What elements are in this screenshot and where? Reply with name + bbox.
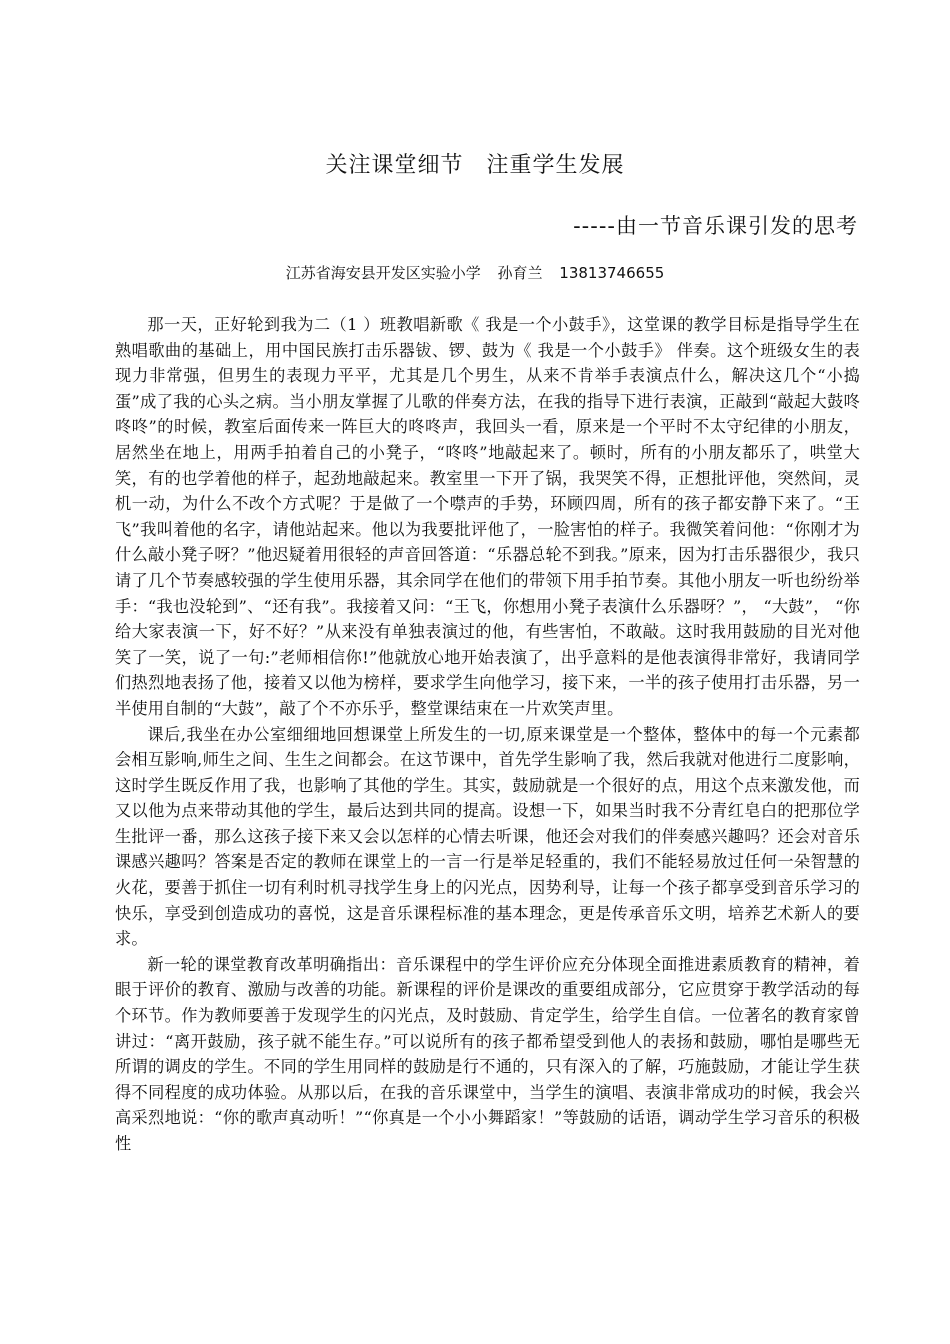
paragraph: 课后,我坐在办公室细细地回想课堂上所发生的一切,原来课堂是一个整体，整体中的每一个元素都会相互影响,师生之间、生生之间都会。在这节课中，首先学生影响了我，然后我就对他进行二度影响，这时学生既反作用了我，也影响了其他的学生。其实，鼓励就是一个很好的点，用这个点来激发他，而又以他为点来带动其他的学生，最后达到共同的提高。设想一下，如果当时我不分青红皂白的把那位学生批评一番，那么这孩子接下来又会以怎样的心情去听课，他还会对我们的伴奏感兴趣吗？还会对音乐课感兴趣吗？答案是否定的教师在课堂上的一言一行是举足轻重的，我们不能轻易放过任何一朵智慧的火花，要善于抓住一切有利时机寻找学生身上的闪光点，因势利导，让每一个孩子都享受到音乐学习的快乐，享受到创造成功的喜悦，这是音乐课程标准的基本理念，更是传承音乐文明，培养艺术新人的要求。 [115, 724, 860, 949]
body-text [115, 312, 860, 1157]
author-phone: 13813746655 [559, 264, 665, 282]
document-title: 关注课堂细节 注重学生发展 [325, 153, 625, 178]
paragraph: 那一天，正好轮到我为二（1 ）班教唱新歌《 我是一个小鼓手》，这堂课的教学目标是指导学生在熟唱歌曲的基础上，用中国民族打击乐器钹、锣、鼓为《 我是一个小鼓手》 伴奏。这个班级女生的表现力非常强，但男生的表现力平平，尤其是几个男生，从来不肯举手表演点什么，解决这几个“小捣蛋”成了我的心头之病。当小朋友掌握了儿歌的伴奏方法，在我的指导下进行表演，正敲到“敲起大鼓咚咚咚”的时候，教室后面传来一阵巨大的咚咚声，我回头一看，原来是一个平时不太守纪律的小朋友，居然坐在地上，用两手拍着自己的小凳子，“咚咚”地敲起来了。顿时，所有的小朋友都乐了，哄堂大笑，有的也学着他的样子，起劲地敲起来。教室里一下开了锅，我哭笑不得，正想批评他，突然间，灵机一动，为什么不改个方式呢？于是做了一个噤声的手势，环顾四周，所有的孩子都安静下来了。“王飞”我叫着他的名字，请他站起来。他以为我要批评他了，一脸害怕的样子。我微笑着问他：“你刚才为什么敲小凳子呀？”他迟疑着用很轻的声音回答道：“乐器总轮不到我。”原来，因为打击乐器很少，我只请了几个节奏感较强的学生使用乐器，其余同学在他们的带领下用手拍节奏。其他小朋友一听也纷纷举手：“我也没轮到”、“还有我”。我接着又问：“王飞，你想用小凳子表演什么乐器呀？”， “大鼓”， “你给大家表演一下，好不好？”从来没有单独表演过的他，有些害怕，不敢敲。这时我用鼓励的目光对他笑了一笑，说了一句:”老师相信你!”他就放心地开始表演了，出乎意料的是他表演得非常好，我请同学们热烈地表扬了他，接着又以他为榜样，要求学生向他学习，接下来，一半的孩子使用打击乐器，另一半使用自制的“大鼓”，敲了个不亦乐乎，整堂课结束在一片欢笑声里。 [115, 315, 860, 718]
author-school: 江苏省海安县开发区实验小学 [285, 264, 481, 282]
paragraph: 新一轮的课堂教育改革明确指出：音乐课程中的学生评价应充分体现全面推进素质教育的精神，着眼于评价的教育、激励与改善的功能。新课程的评价是课改的重要组成部分，它应贯穿于教学活动的每个环节。作为教师要善于发现学生的闪光点，及时鼓励、肯定学生，给学生自信。一位著名的教育家曾讲过：“离开鼓励，孩子就不能生存。”可以说所有的孩子都希望受到他人的表扬和鼓励，哪怕是哪些无所谓的调皮的学生。不同的学生用同样的鼓励是行不通的，只有深入的了解，巧施鼓励，才能让学生获得不同程度的成功体验。从那以后，在我的音乐课堂中，当学生的演唱、表演非常成功的时候，我会兴高采烈地说：“你的歌声真动听！”“你真是一个小小舞蹈家！”等鼓励的话语，调动学生学习音乐的积极性 [115, 954, 860, 1153]
document-subtitle: -----由一节音乐课引发的思考 [573, 214, 858, 238]
author-line [0, 262, 950, 283]
author-name: 孙育兰 [497, 264, 543, 282]
